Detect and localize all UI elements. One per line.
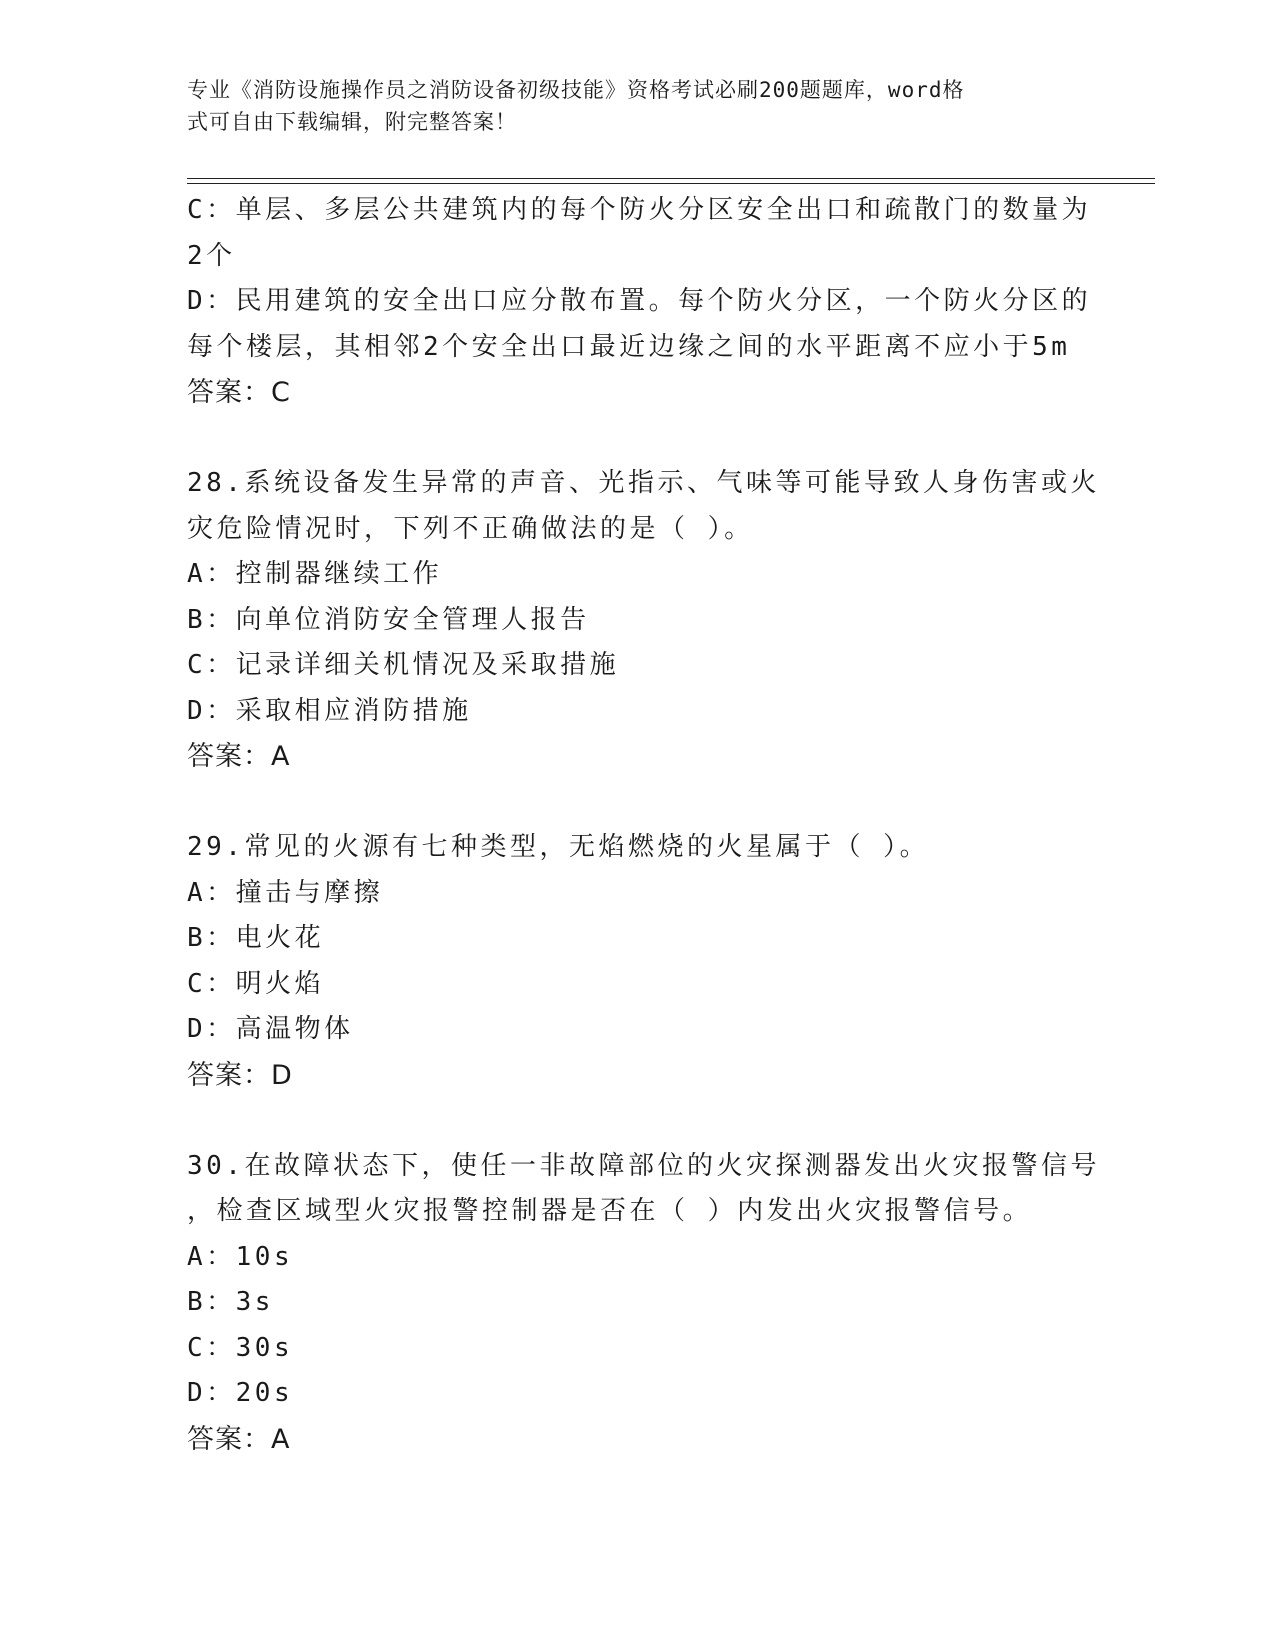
q30-option-a: A：10s [187,1241,294,1272]
header-line-1: 专业《消防设施操作员之消防设备初级技能》资格考试必刷200题题库，word格 [187,78,965,102]
q27-option-d-line-1: D：民用建筑的安全出口应分散布置。每个防火分区，一个防火分区的 [187,286,1092,316]
q29-option-d: D：高温物体 [187,1014,354,1044]
spacer [187,780,1087,826]
q28-option-a: A：控制器继续工作 [187,559,443,589]
header-line-2: 式可自由下载编辑，附完整答案！ [187,110,517,134]
question-28 [187,461,1100,780]
q29-option-c: C：明火焰 [187,968,325,999]
document-header [187,74,1067,138]
spacer [187,416,1087,462]
header-divider-bottom [187,183,1155,184]
question-27-tail [187,188,1092,416]
q30-stem-line-2: ，检查区域型火灾报警控制器是否在（ ）内发出火灾报警信号。 [187,1196,1033,1226]
q28-option-c: C：记录详细关机情况及采取措施 [187,650,620,680]
q30-option-b: B：3s [187,1287,274,1317]
q30-option-c: C：30s [187,1332,294,1363]
spacer [187,1098,1087,1144]
q29-stem: 29.常见的火源有七种类型，无焰燃烧的火星属于（ ）。 [187,832,930,862]
q28-answer: 答案：A [187,741,291,772]
q28-stem-line-1: 28.系统设备发生异常的声音、光指示、气味等可能导致人身伤害或火 [187,468,1100,498]
q28-stem-line-2: 灾危险情况时，下列不正确做法的是（ ）。 [187,513,754,544]
q30-stem-line-1: 30.在故障状态下，使任一非故障部位的火灾探测器发出火灾报警信号 [187,1150,1100,1181]
question-list [187,188,1100,1462]
q27-option-c-line-2: 2个 [187,240,236,271]
header-divider-top [187,178,1155,179]
q27-answer: 答案：C [187,377,291,408]
q29-option-a: A：撞击与摩擦 [187,877,384,908]
q28-option-d: D：采取相应消防措施 [187,695,472,726]
q29-answer: 答案：D [187,1059,293,1091]
question-30 [187,1144,1100,1463]
q29-option-b: B：电火花 [187,923,325,953]
q27-option-c-line-1: C：单层、多层公共建筑内的每个防火分区安全出口和疏散门的数量为 [187,195,1092,225]
q27-option-d-line-2: 每个楼层，其相邻2个安全出口最近边缘之间的水平距离不应小于5m [187,331,1071,362]
q30-answer: 答案：A [187,1423,291,1455]
q30-option-d: D：20s [187,1378,294,1408]
question-29 [187,825,1087,1098]
q28-option-b: B：向单位消防安全管理人报告 [187,604,590,635]
